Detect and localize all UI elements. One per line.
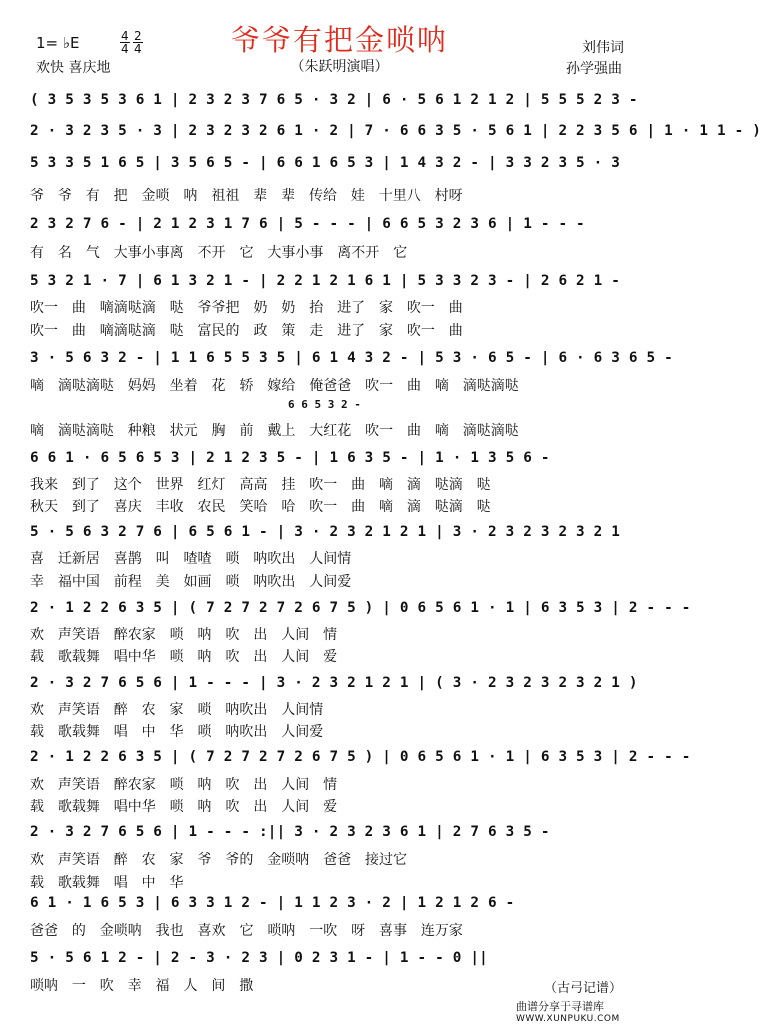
singer-credit: （朱跃明演唱）: [290, 59, 389, 75]
score-row-2: 2 · 3 2 3 5 · 3 | 2 3 2 3 2 6 1 · 2 | 7 · 6 6 3 5 · 5 6 1 | 2 2 3 5 6 | 1 · 1 1 - ): [30, 123, 761, 139]
watermark-text: 曲谱分享于寻谱库: [516, 1000, 604, 1013]
lyric-line: 秋天 到了 喜庆 丰收 农民 笑哈 哈 吹一 曲 嘀 滴 哒滴 哒: [30, 498, 491, 514]
score-row-13: 6 1 · 1 6 5 3 | 6 3 3 1 2 - | 1 1 2 3 · 2 | 1 2 1 2 6 -: [30, 895, 515, 911]
song-title: 爷爷有把金唢呐: [230, 23, 448, 57]
lyric-line: 载 歌载舞 唱中华 唢 呐 吹 出 人间 爱: [30, 798, 338, 814]
lyric-line: 我来 到了 这个 世界 红灯 高高 挂 吹一 曲 嘀 滴 哒滴 哒: [30, 476, 491, 492]
composer-credit: 孙学强曲: [566, 61, 622, 77]
lyricist-credit: 刘伟词: [582, 40, 624, 56]
lyric-line: 欢 声笑语 醉 农 家 唢 呐吹出 人间情: [30, 701, 324, 717]
lyric-line: 有 名 气 大事小事离 不开 它 大事小事 离不开 它: [30, 244, 408, 260]
watermark-url: WWW.XUNPUKU.COM: [516, 1014, 620, 1024]
score-row-7: 6 6 1 · 6 5 6 5 3 | 2 1 2 3 5 - | 1 6 3 5 - | 1 · 1 3 5 6 -: [30, 450, 550, 466]
time-signature-alt: 2 4: [134, 29, 142, 56]
lyric-line: 载 歌载舞 唱中华 唢 呐 吹 出 人间 爱: [30, 648, 338, 664]
lyric-line: 喜 迁新居 喜鹊 叫 喳喳 唢 呐吹出 人间情: [30, 550, 352, 566]
lyric-line: 吹一 曲 嘀滴哒滴 哒 富民的 政 策 走 进了 家 吹一 曲: [30, 322, 463, 338]
transcriber-credit: （古弓记谱）: [544, 981, 623, 996]
lyric-line: 载 歌载舞 唱 中 华 唢 呐吹出 人间爱: [30, 723, 324, 739]
score-row-14: 5 · 5 6 1 2 - | 2 - 3 · 2 3 | 0 2 3 1 - | 1 - - 0 ||: [30, 950, 488, 966]
score-row-12: 2 · 3 2 7 6 5 6 | 1 - - - :|| 3 · 2 3 2 3 6 1 | 2 7 6 3 5 -: [30, 824, 550, 840]
score-row-9: 2 · 1 2 2 6 3 5 | ( 7 2 7 2 7 2 6 7 5 ) | 0 6 5 6 1 · 1 | 6 3 5 3 | 2 - - -: [30, 600, 691, 616]
score-row-5: 5 3 2 1 · 7 | 6 1 3 2 1 - | 2 2 1 2 1 6 1 | 5 3 3 2 3 - | 2 6 2 1 -: [30, 273, 621, 289]
lyric-line: 吹一 曲 嘀滴哒滴 哒 爷爷把 奶 奶 抬 进了 家 吹一 曲: [30, 299, 463, 315]
score-row-6: 3 · 5 6 3 2 - | 1 1 6 5 5 3 5 | 6 1 4 3 2 - | 5 3 · 6 5 - | 6 · 6 3 6 5 -: [30, 350, 673, 366]
score-row-11: 2 · 1 2 2 6 3 5 | ( 7 2 7 2 7 2 6 7 5 ) | 0 6 5 6 1 · 1 | 6 3 5 3 | 2 - - -: [30, 749, 691, 765]
watermark: [516, 1000, 620, 1026]
lyric-line: 爸爸 的 金唢呐 我也 喜欢 它 唢呐 一吹 呀 喜事 连万家: [30, 922, 463, 938]
lyric-line: 欢 声笑语 醉农家 唢 呐 吹 出 人间 情: [30, 626, 338, 642]
lyric-line: 载 歌载舞 唱 中 华: [30, 874, 184, 890]
score-row-1: ( 3 5 3 5 3 6 1 | 2 3 2 3 7 6 5 · 3 2 | 6 · 5 6 1 2 1 2 | 5 5 5 2 3 -: [30, 92, 638, 108]
lyric-line: 嘀 滴哒滴哒 种粮 状元 胸 前 戴上 大红花 吹一 曲 嘀 滴哒滴哒: [30, 422, 519, 438]
key-signature: 1= ♭E: [36, 34, 80, 52]
lyric-line: 幸 福中国 前程 美 如画 唢 呐吹出 人间爱: [30, 573, 352, 589]
lyric-line: 爷 爷 有 把 金唢 呐 祖祖 辈 辈 传给 娃 十里八 村呀: [30, 187, 463, 203]
time-signature: 4 4: [121, 29, 129, 56]
score-row-8: 5 · 5 6 3 2 7 6 | 6 5 6 1 - | 3 · 2 3 2 1 2 1 | 3 · 2 3 2 3 2 3 2 1: [30, 524, 621, 540]
lyric-line: 嘀 滴哒滴哒 妈妈 坐着 花 轿 嫁给 俺爸爸 吹一 曲 嘀 滴哒滴哒: [30, 377, 519, 393]
score-row-10: 2 · 3 2 7 6 5 6 | 1 - - - | 3 · 2 3 2 1 2 1 | ( 3 · 2 3 2 3 2 3 2 1 ): [30, 675, 638, 691]
tempo-mood: 欢快 喜庆地: [36, 60, 111, 76]
alternate-notes: 6 6 5 3 2 -: [288, 398, 361, 411]
score-row-3: 5 3 3 5 1 6 5 | 3 5 6 5 - | 6 6 1 6 5 3 | 1 4 3 2 - | 3 3 2 3 5 · 3: [30, 155, 621, 171]
lyric-line: 欢 声笑语 醉 农 家 爷 爷的 金唢呐 爸爸 接过它: [30, 851, 408, 867]
score-row-4: 2 3 2 7 6 - | 2 1 2 3 1 7 6 | 5 - - - | 6 6 5 3 2 3 6 | 1 - - -: [30, 216, 585, 232]
lyric-line: 唢呐 一 吹 幸 福 人 间 撒: [30, 977, 254, 993]
lyric-line: 欢 声笑语 醉农家 唢 呐 吹 出 人间 情: [30, 776, 338, 792]
